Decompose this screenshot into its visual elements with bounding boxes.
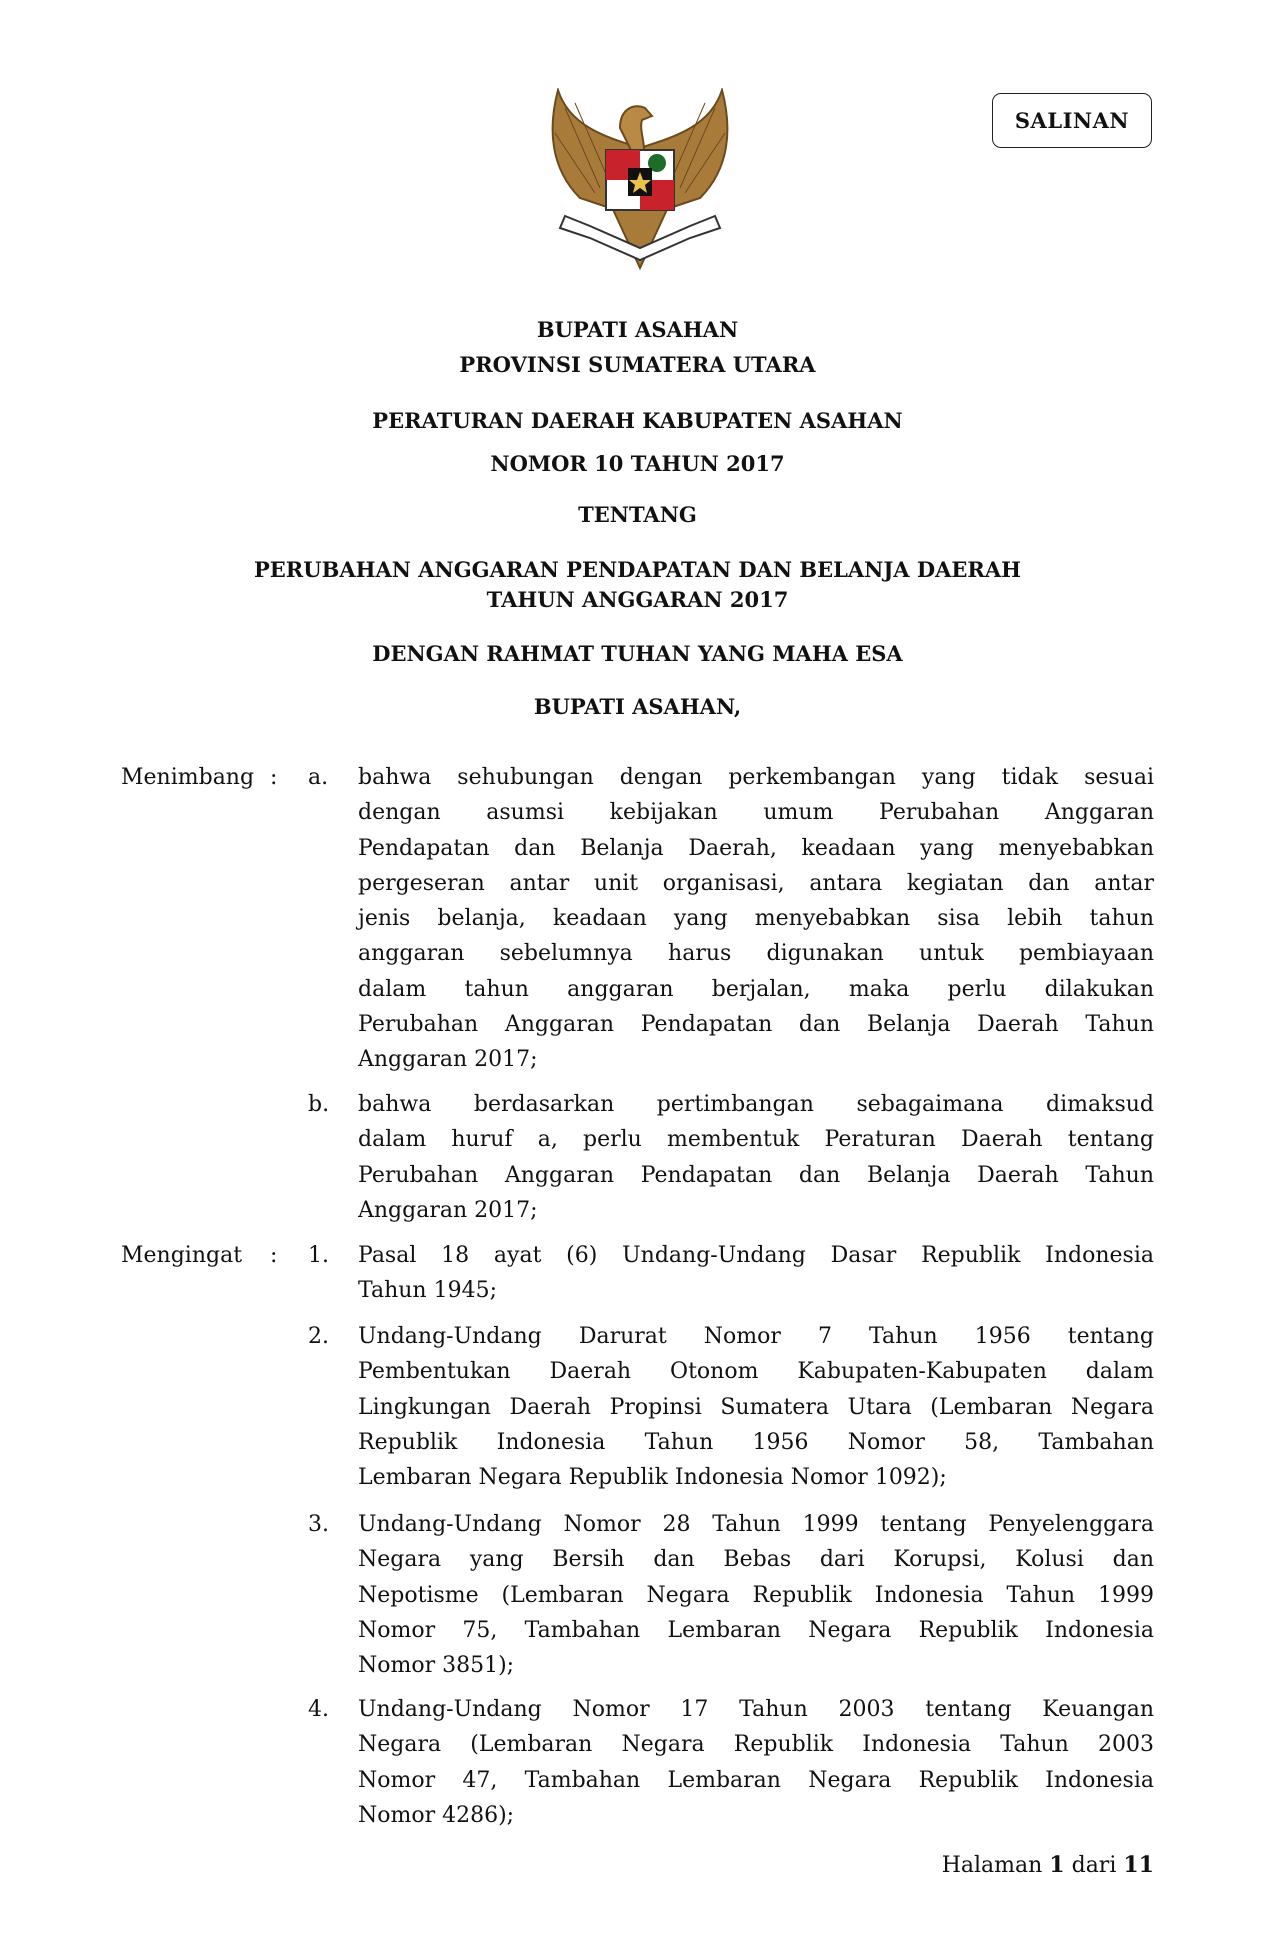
authority-line: BUPATI ASAHAN, xyxy=(533,694,742,719)
text-line: anggaran sebelumnya harus digunakan untuk pembiayaan xyxy=(358,941,1154,967)
mengingat-item-text xyxy=(358,1507,1154,1683)
footer-page: 1 xyxy=(1049,1852,1065,1878)
menimbang-item-marker: a. xyxy=(308,765,329,790)
text-line: Nepotisme (Lembaran Negara Republik Indonesia Tahun 1999 xyxy=(358,1582,1154,1608)
footer-prefix: Halaman xyxy=(941,1853,1043,1878)
text-line: dengan asumsi kebijakan umum Perubahan Anggaran xyxy=(358,800,1154,826)
text-line: pergeseran antar unit organisasi, antara kegiatan dan antar xyxy=(358,870,1154,896)
salinan-stamp: SALINAN xyxy=(992,93,1152,148)
menimbang-label: Menimbang xyxy=(121,765,255,790)
text-line: Anggaran 2017; xyxy=(358,1047,538,1073)
text-line: Nomor 4286); xyxy=(358,1802,515,1828)
header-bupati: BUPATI ASAHAN xyxy=(536,317,739,342)
mengingat-item-text xyxy=(358,1238,1154,1309)
mengingat-item-marker: 4. xyxy=(308,1697,329,1722)
mengingat-colon: : xyxy=(270,1243,278,1268)
text-line: Pendapatan dan Belanja Daerah, keadaan yang menyebabkan xyxy=(358,835,1154,861)
regulation-number: NOMOR 10 TAHUN 2017 xyxy=(490,451,785,476)
text-line: Undang-Undang Darurat Nomor 7 Tahun 1956 tentang xyxy=(358,1324,1154,1349)
text-line: Negara (Lembaran Negara Republik Indonesia Tahun 2003 xyxy=(358,1732,1154,1758)
text-line: Anggaran 2017; xyxy=(358,1197,538,1223)
text-line: bahwa sehubungan dengan perkembangan yang tidak sesuai xyxy=(358,765,1154,790)
text-line: dalam tahun anggaran berjalan, maka perlu dilakukan xyxy=(358,976,1154,1002)
regulation-subject-1: PERUBAHAN ANGGARAN PENDAPATAN DAN BELANJA DAERAH xyxy=(254,557,1021,582)
mengingat-item-text xyxy=(358,1319,1154,1495)
menimbang-item-text xyxy=(358,1087,1154,1228)
mengingat-item-text xyxy=(358,1692,1154,1833)
regulation-about: TENTANG xyxy=(578,502,697,527)
text-line: Lingkungan Daerah Propinsi Sumatera Utara (Lembaran Negara xyxy=(358,1394,1154,1420)
text-line: Lembaran Negara Republik Indonesia Nomor 1092); xyxy=(358,1465,947,1491)
text-line: Republik Indonesia Tahun 1956 Nomor 58, Tambahan xyxy=(358,1429,1154,1455)
text-line: jenis belanja, keadaan yang menyebabkan sisa lebih tahun xyxy=(358,906,1154,932)
menimbang-colon: : xyxy=(270,765,278,790)
text-line: Pembentukan Daerah Otonom Kabupaten-Kabupaten dalam xyxy=(358,1359,1154,1385)
menimbang-item-marker: b. xyxy=(308,1092,330,1117)
text-line: Perubahan Anggaran Pendapatan dan Belanja Daerah Tahun xyxy=(358,1162,1154,1188)
text-line: Nomor 75, Tambahan Lembaran Negara Republik Indonesia xyxy=(358,1617,1154,1643)
text-line: Tahun 1945; xyxy=(358,1278,497,1304)
menimbang-item-text xyxy=(358,760,1154,1078)
regulation-subject-2: TAHUN ANGGARAN 2017 xyxy=(486,587,789,612)
text-line: Nomor 3851); xyxy=(358,1653,515,1679)
mengingat-label: Mengingat xyxy=(121,1243,243,1268)
footer-of: dari xyxy=(1071,1853,1117,1878)
text-line: Nomor 47, Tambahan Lembaran Negara Republik Indonesia xyxy=(358,1767,1154,1793)
mengingat-item-marker: 3. xyxy=(308,1512,329,1537)
text-line: Perubahan Anggaran Pendapatan dan Belanja Daerah Tahun xyxy=(358,1012,1154,1038)
mengingat-item-marker: 2. xyxy=(308,1324,329,1349)
footer-total: 11 xyxy=(1123,1852,1154,1878)
mengingat-item-marker: 1. xyxy=(308,1243,329,1268)
text-line: Pasal 18 ayat (6) Undang-Undang Dasar Republik Indonesia xyxy=(358,1243,1154,1268)
text-line: Negara yang Bersih dan Bebas dari Korupsi, Kolusi dan xyxy=(358,1547,1154,1573)
text-line: Undang-Undang Nomor 17 Tahun 2003 tentang Keuangan xyxy=(358,1697,1154,1722)
regulation-title: PERATURAN DAERAH KABUPATEN ASAHAN xyxy=(372,408,903,433)
garuda-emblem-icon xyxy=(540,88,740,280)
page-footer xyxy=(942,1848,1154,1883)
blessing-line: DENGAN RAHMAT TUHAN YANG MAHA ESA xyxy=(372,641,903,666)
text-line: dalam huruf a, perlu membentuk Peraturan Daerah tentang xyxy=(358,1127,1154,1153)
header-province: PROVINSI SUMATERA UTARA xyxy=(459,352,816,377)
text-line: bahwa berdasarkan pertimbangan sebagaimana dimaksud xyxy=(358,1092,1154,1117)
text-line: Undang-Undang Nomor 28 Tahun 1999 tentang Penyelenggara xyxy=(358,1512,1154,1537)
